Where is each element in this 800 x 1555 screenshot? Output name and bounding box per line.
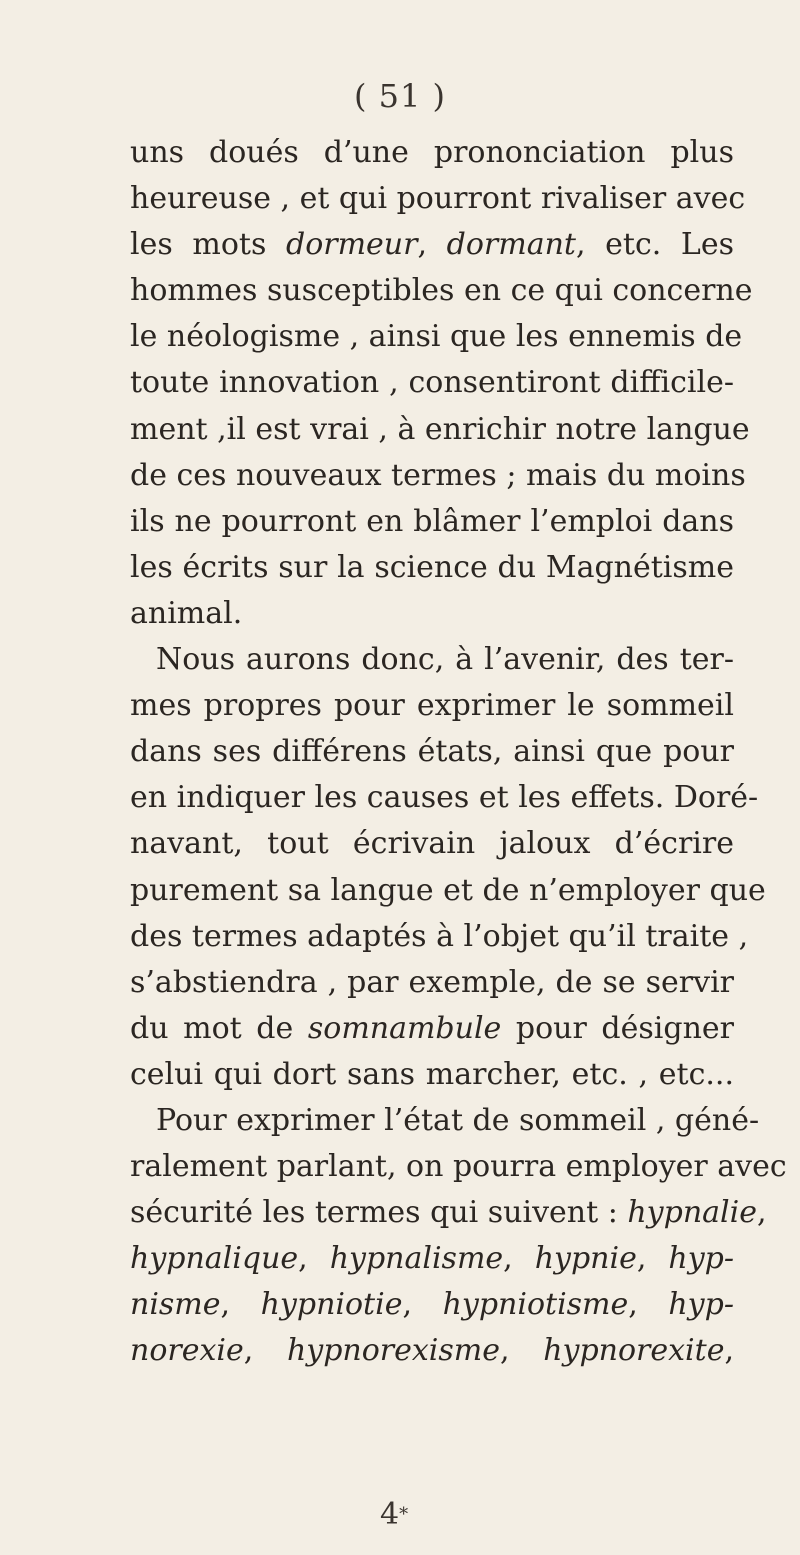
comma-4: , [220, 1287, 261, 1323]
comma-1: , [298, 1241, 330, 1277]
comma-2: , [503, 1241, 535, 1277]
text-line-1: uns doués d’une prononciation plus [130, 135, 734, 170]
text-line-21: celui qui dort sans marcher, etc. , etc... [130, 1056, 734, 1092]
text-line-11: animal. [130, 595, 243, 631]
word-norexie: norexie [130, 1333, 244, 1369]
text-line-18: des termes adaptés à l’objet qu’il traite , [130, 918, 749, 954]
word-hypnalisme: hypnalisme [329, 1241, 504, 1277]
text-line-2: heureuse , et qui pourront rivaliser avec [130, 181, 746, 217]
text-line-17: purement sa langue et de n’employer que [130, 872, 766, 908]
word-hypniotisme: hypniotisme [442, 1287, 629, 1323]
text-line-5: le néologisme , ainsi que les ennemis de [130, 319, 743, 355]
word-hyp-1: hyp- [668, 1241, 734, 1277]
text-line-19: s’abstiendra , par exemple, de se servir [130, 964, 734, 1000]
word-somnambule: somnambule [307, 1010, 502, 1046]
word-hyp-2: hyp- [668, 1287, 734, 1323]
text-block [130, 130, 787, 1375]
page-number: ( 51 ) [353, 77, 447, 115]
text-line-20-part-2: pour désigner [515, 1010, 734, 1046]
word-hypnorexisme: hypnorexisme [286, 1333, 500, 1369]
comma-9: , [724, 1333, 735, 1369]
text-line-6: toute innovation , consentiront difficile- [130, 365, 734, 401]
signature-asterisk: * [399, 1504, 409, 1525]
text-line-24-part-1: sécurité les termes qui suivent : [130, 1195, 618, 1231]
signature-number: 4 [380, 1497, 400, 1532]
text-line-10: les écrits sur la science du Magnétisme [130, 549, 734, 585]
text-line-14: dans ses différens états, ainsi que pour [130, 734, 734, 770]
word-hypnie: hypnie [534, 1241, 637, 1277]
word-nisme: nisme [130, 1287, 221, 1323]
text-line-3 [130, 222, 734, 268]
comma-7: , [243, 1333, 287, 1369]
text-line-24 [130, 1190, 767, 1236]
comma-6: , [628, 1287, 669, 1323]
text-line-9: ils ne pourront en blâmer l’emploi dans [130, 503, 734, 539]
text-line-12: Nous aurons donc, à l’avenir, des ter- [156, 642, 734, 678]
text-line-20 [130, 1006, 734, 1052]
text-line-20-part-1: du mot de [130, 1010, 294, 1046]
text-line-25 [130, 1236, 734, 1282]
text-line-13: mes propres pour exprimer le sommeil [130, 688, 734, 724]
word-dormant: dormant [446, 227, 576, 263]
word-hypnalie: hypnalie [627, 1195, 757, 1231]
text-line-7: ment ,il est vrai , à enrichir notre langue [130, 411, 750, 447]
signature-mark [380, 1495, 408, 1535]
text-line-3-part-1: les mots [130, 227, 267, 263]
comma-8: , [500, 1333, 544, 1369]
text-line-26 [130, 1282, 734, 1328]
text-line-3-part-3: , etc. Les [575, 227, 734, 263]
comma-3: , [636, 1241, 669, 1277]
word-dormeur: dormeur [285, 227, 418, 263]
comma-5: , [402, 1287, 443, 1323]
text-line-8: de ces nouveaux termes ; mais du moins [130, 457, 746, 493]
text-line-24-part-2: , [756, 1195, 767, 1231]
text-line-15: en indiquer les causes et les effets. Doré- [130, 780, 759, 816]
text-line-23: ralement parlant, on pourra employer avec [130, 1149, 787, 1185]
word-hypniotie: hypniotie [260, 1287, 403, 1323]
word-hypnalique: hypnalique [130, 1241, 299, 1277]
text-line-27 [130, 1328, 734, 1374]
text-line-16: navant, tout écrivain jaloux d’écrire [130, 826, 734, 862]
word-hypnorexite: hypnorexite [543, 1333, 725, 1369]
text-line-22: Pour exprimer l’état de sommeil , géné- [156, 1102, 760, 1138]
text-line-4: hommes susceptibles en ce qui concerne [130, 273, 753, 309]
text-line-3-part-2: , [417, 227, 447, 263]
